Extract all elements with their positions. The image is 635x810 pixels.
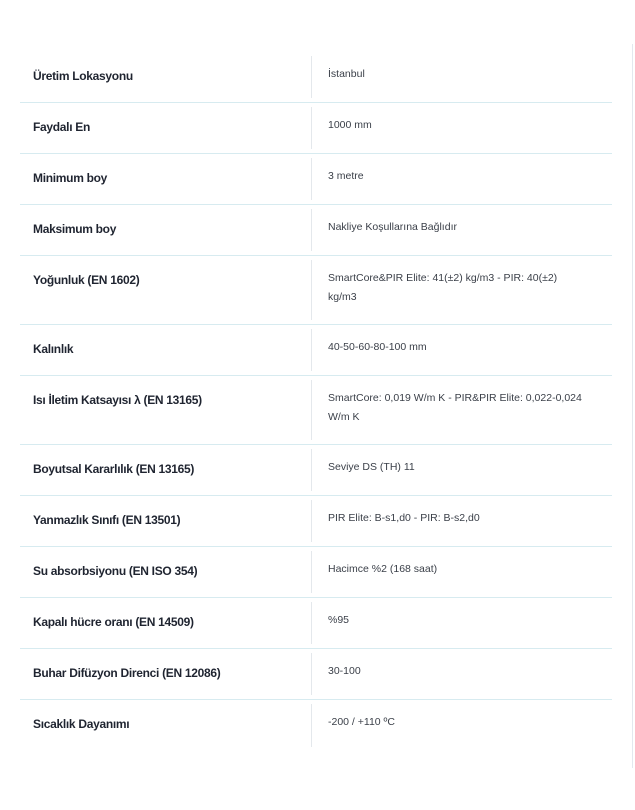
- spec-row-useful-width: [20, 103, 612, 154]
- spec-label: Kapalı hücre oranı (EN 14509): [20, 602, 312, 644]
- spec-row-thickness: [20, 325, 612, 376]
- spec-row-dimensional-stability: [20, 445, 612, 496]
- spec-label: Faydalı En: [20, 107, 312, 149]
- spec-value: %95: [328, 614, 350, 626]
- spec-value: 30-100: [328, 665, 361, 677]
- spec-label: Boyutsal Kararlılık (EN 13165): [20, 449, 312, 491]
- spec-row-production-location: [20, 52, 612, 103]
- spec-row-water-absorption: [20, 547, 612, 598]
- spec-row-minimum-length: [20, 154, 612, 205]
- right-edge-divider: [632, 44, 633, 768]
- spec-value: İstanbul: [328, 68, 365, 80]
- spec-value: Nakliye Koşullarına Bağlıdır: [328, 221, 457, 233]
- spec-value: SmartCore: 0,019 W/m K - PIR&PIR Elite: 0,022-0,024 W/m K: [328, 392, 582, 423]
- spec-value: Seviye DS (TH) 11: [328, 461, 415, 473]
- spec-value: -200 / +110 ºC: [328, 716, 395, 728]
- spec-value: PIR Elite: B-s1,d0 - PIR: B-s2,d0: [328, 512, 480, 524]
- spec-value: SmartCore&PIR Elite: 41(±2) kg/m3 - PIR: 40(±2) kg/m3: [328, 272, 558, 303]
- spec-label: Kalınlık: [20, 329, 312, 371]
- spec-row-vapour-diffusion: [20, 649, 612, 700]
- spec-label: Buhar Difüzyon Direnci (EN 12086): [20, 653, 312, 695]
- spec-label: Yanmazlık Sınıfı (EN 13501): [20, 500, 312, 542]
- spec-label: Üretim Lokasyonu: [20, 56, 312, 98]
- spec-label: Maksimum boy: [20, 209, 312, 251]
- spec-value: 3 metre: [328, 170, 364, 182]
- spec-row-maximum-length: [20, 205, 612, 256]
- spec-label: Minimum boy: [20, 158, 312, 200]
- spec-label: Sıcaklık Dayanımı: [20, 704, 312, 747]
- spec-label: Su absorbsiyonu (EN ISO 354): [20, 551, 312, 593]
- spec-row-fire-class: [20, 496, 612, 547]
- spec-row-density: [20, 256, 612, 325]
- spec-row-closed-cell-ratio: [20, 598, 612, 649]
- spec-table: [20, 52, 612, 751]
- spec-label: Isı İletim Katsayısı λ (EN 13165): [20, 380, 312, 440]
- spec-value: 40-50-60-80-100 mm: [328, 341, 427, 353]
- spec-value: Hacimce %2 (168 saat): [328, 563, 438, 575]
- spec-row-thermal-conductivity: [20, 376, 612, 445]
- spec-row-temperature-resistance: [20, 700, 612, 751]
- spec-value: 1000 mm: [328, 119, 372, 131]
- spec-label: Yoğunluk (EN 1602): [20, 260, 312, 320]
